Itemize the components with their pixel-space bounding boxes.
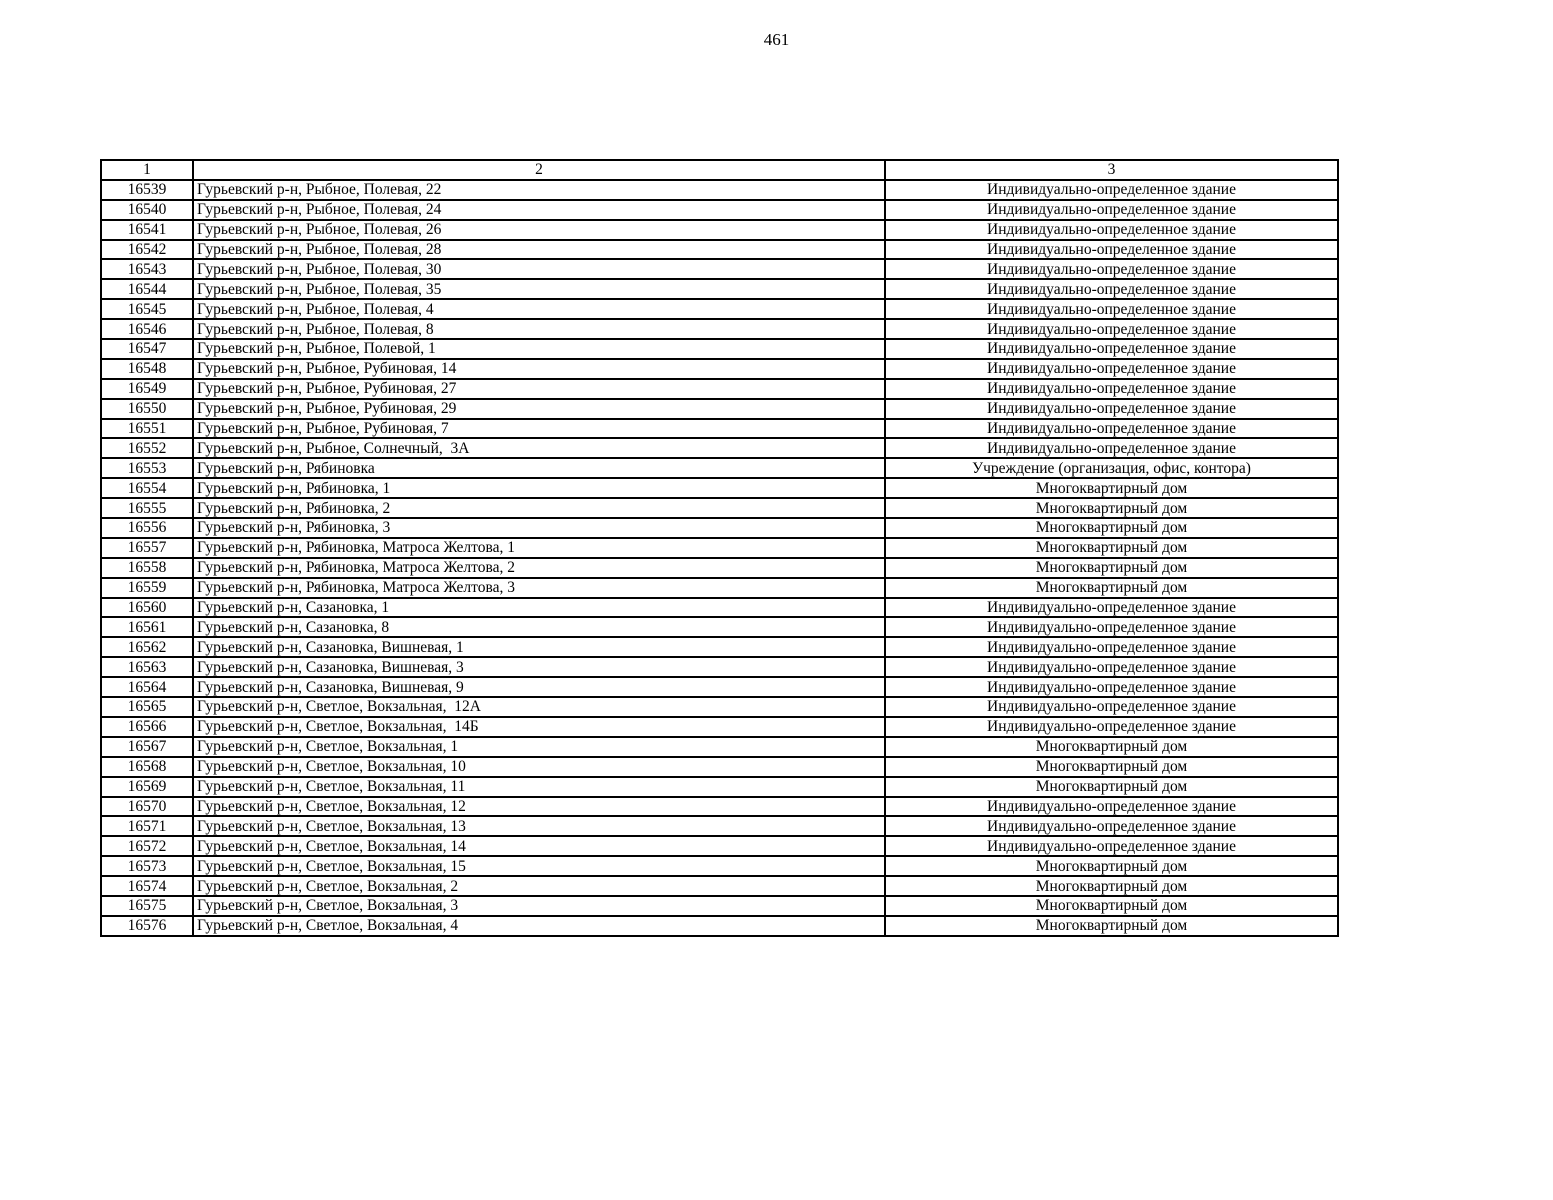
table-row: [101, 379, 1338, 399]
row-number-cell: 16551: [101, 419, 193, 439]
table-row: [101, 538, 1338, 558]
row-number-cell: 16573: [101, 856, 193, 876]
address-cell: Гурьевский р-н, Светлое, Вокзальная, 15: [193, 856, 885, 876]
address-cell: Гурьевский р-н, Сазановка, 1: [193, 598, 885, 618]
table-row: [101, 299, 1338, 319]
table-row: [101, 498, 1338, 518]
row-number-cell: 16574: [101, 876, 193, 896]
object-type-cell: Многоквартирный дом: [885, 737, 1338, 757]
address-cell: Гурьевский р-н, Светлое, Вокзальная, 4: [193, 916, 885, 936]
table-row: [101, 816, 1338, 836]
object-type-cell: Индивидуально-определенное здание: [885, 419, 1338, 439]
address-cell: Гурьевский р-н, Сазановка, 8: [193, 617, 885, 637]
address-cell: Гурьевский р-н, Рыбное, Полевая, 22: [193, 180, 885, 200]
object-type-cell: Индивидуально-определенное здание: [885, 697, 1338, 717]
address-cell: Гурьевский р-н, Светлое, Вокзальная, 13: [193, 816, 885, 836]
object-type-cell: Индивидуально-определенное здание: [885, 836, 1338, 856]
object-type-cell: Индивидуально-определенное здание: [885, 220, 1338, 240]
object-type-cell: Индивидуально-определенное здание: [885, 816, 1338, 836]
object-type-cell: Многоквартирный дом: [885, 777, 1338, 797]
address-cell: Гурьевский р-н, Рябиновка, 3: [193, 518, 885, 538]
table-row: [101, 598, 1338, 618]
address-cell: Гурьевский р-н, Рябиновка: [193, 458, 885, 478]
object-type-cell: Индивидуально-определенное здание: [885, 359, 1338, 379]
table-row: [101, 458, 1338, 478]
address-cell: Гурьевский р-н, Светлое, Вокзальная, 1: [193, 737, 885, 757]
address-cell: Гурьевский р-н, Рябиновка, Матроса Желтова, 3: [193, 578, 885, 598]
address-cell: Гурьевский р-н, Светлое, Вокзальная, 12А: [193, 697, 885, 717]
row-number-cell: 16550: [101, 399, 193, 419]
row-number-cell: 16552: [101, 438, 193, 458]
address-cell: Гурьевский р-н, Сазановка, Вишневая, 9: [193, 677, 885, 697]
object-type-cell: Индивидуально-определенное здание: [885, 617, 1338, 637]
table-row: [101, 717, 1338, 737]
table-row: [101, 558, 1338, 578]
object-type-cell: Учреждение (организация, офис, контора): [885, 458, 1338, 478]
row-number-cell: 16556: [101, 518, 193, 538]
object-type-cell: Многоквартирный дом: [885, 498, 1338, 518]
object-type-cell: Многоквартирный дом: [885, 757, 1338, 777]
address-cell: Гурьевский р-н, Рябиновка, Матроса Желтова, 2: [193, 558, 885, 578]
address-cell: Гурьевский р-н, Рыбное, Рубиновая, 7: [193, 419, 885, 439]
address-cell: Гурьевский р-н, Сазановка, Вишневая, 3: [193, 657, 885, 677]
address-cell: Гурьевский р-н, Рыбное, Полевая, 30: [193, 259, 885, 279]
object-type-cell: Индивидуально-определенное здание: [885, 379, 1338, 399]
row-number-cell: 16540: [101, 200, 193, 220]
row-number-cell: 16576: [101, 916, 193, 936]
row-number-cell: 16545: [101, 299, 193, 319]
table-row: [101, 657, 1338, 677]
table-row: [101, 637, 1338, 657]
property-register-table: [100, 159, 1339, 937]
row-number-cell: 16557: [101, 538, 193, 558]
address-cell: Гурьевский р-н, Рыбное, Рубиновая, 14: [193, 359, 885, 379]
object-type-cell: Индивидуально-определенное здание: [885, 339, 1338, 359]
address-cell: Гурьевский р-н, Светлое, Вокзальная, 3: [193, 896, 885, 916]
object-type-cell: Индивидуально-определенное здание: [885, 657, 1338, 677]
address-cell: Гурьевский р-н, Рыбное, Полевая, 8: [193, 319, 885, 339]
address-cell: Гурьевский р-н, Рыбное, Рубиновая, 27: [193, 379, 885, 399]
row-number-cell: 16564: [101, 677, 193, 697]
object-type-cell: Индивидуально-определенное здание: [885, 279, 1338, 299]
object-type-cell: Многоквартирный дом: [885, 916, 1338, 936]
object-type-cell: Многоквартирный дом: [885, 558, 1338, 578]
address-cell: Гурьевский р-н, Рыбное, Полевая, 26: [193, 220, 885, 240]
row-number-cell: 16539: [101, 180, 193, 200]
address-cell: Гурьевский р-н, Рыбное, Полевая, 4: [193, 299, 885, 319]
table-row: [101, 259, 1338, 279]
address-cell: Гурьевский р-н, Рыбное, Солнечный, 3А: [193, 438, 885, 458]
table-row: [101, 916, 1338, 936]
row-number-cell: 16562: [101, 637, 193, 657]
object-type-cell: Многоквартирный дом: [885, 538, 1338, 558]
address-cell: Гурьевский р-н, Рябиновка, 2: [193, 498, 885, 518]
row-number-cell: 16559: [101, 578, 193, 598]
object-type-cell: Индивидуально-определенное здание: [885, 677, 1338, 697]
header-cell-3: 3: [885, 160, 1338, 180]
row-number-cell: 16570: [101, 797, 193, 817]
table-row: [101, 677, 1338, 697]
table-row: [101, 797, 1338, 817]
header-cell-1: 1: [101, 160, 193, 180]
table-row: [101, 578, 1338, 598]
object-type-cell: Индивидуально-определенное здание: [885, 240, 1338, 260]
row-number-cell: 16563: [101, 657, 193, 677]
row-number-cell: 16567: [101, 737, 193, 757]
row-number-cell: 16566: [101, 717, 193, 737]
object-type-cell: Индивидуально-определенное здание: [885, 438, 1338, 458]
address-cell: Гурьевский р-н, Рыбное, Полевой, 1: [193, 339, 885, 359]
table-row: [101, 876, 1338, 896]
row-number-cell: 16543: [101, 259, 193, 279]
object-type-cell: Индивидуально-определенное здание: [885, 259, 1338, 279]
table-row: [101, 359, 1338, 379]
object-type-cell: Индивидуально-определенное здание: [885, 180, 1338, 200]
table-row: [101, 697, 1338, 717]
address-cell: Гурьевский р-н, Рыбное, Полевая, 28: [193, 240, 885, 260]
table-row: [101, 617, 1338, 637]
address-cell: Гурьевский р-н, Рыбное, Полевая, 24: [193, 200, 885, 220]
row-number-cell: 16555: [101, 498, 193, 518]
table-row: [101, 419, 1338, 439]
address-cell: Гурьевский р-н, Светлое, Вокзальная, 11: [193, 777, 885, 797]
table-row: [101, 737, 1338, 757]
row-number-cell: 16575: [101, 896, 193, 916]
header-cell-2: 2: [193, 160, 885, 180]
object-type-cell: Индивидуально-определенное здание: [885, 200, 1338, 220]
table-row: [101, 399, 1338, 419]
table-row: [101, 757, 1338, 777]
table-row: [101, 478, 1338, 498]
table-header-row: [101, 160, 1338, 180]
row-number-cell: 16548: [101, 359, 193, 379]
object-type-cell: Многоквартирный дом: [885, 856, 1338, 876]
row-number-cell: 16571: [101, 816, 193, 836]
address-cell: Гурьевский р-н, Светлое, Вокзальная, 14Б: [193, 717, 885, 737]
row-number-cell: 16546: [101, 319, 193, 339]
object-type-cell: Индивидуально-определенное здание: [885, 637, 1338, 657]
object-type-cell: Многоквартирный дом: [885, 578, 1338, 598]
address-cell: Гурьевский р-н, Рябиновка, 1: [193, 478, 885, 498]
table-row: [101, 518, 1338, 538]
address-cell: Гурьевский р-н, Сазановка, Вишневая, 1: [193, 637, 885, 657]
table-row: [101, 200, 1338, 220]
row-number-cell: 16554: [101, 478, 193, 498]
row-number-cell: 16560: [101, 598, 193, 618]
object-type-cell: Индивидуально-определенное здание: [885, 299, 1338, 319]
row-number-cell: 16568: [101, 757, 193, 777]
address-cell: Гурьевский р-н, Рябиновка, Матроса Желтова, 1: [193, 538, 885, 558]
object-type-cell: Индивидуально-определенное здание: [885, 399, 1338, 419]
object-type-cell: Индивидуально-определенное здание: [885, 717, 1338, 737]
address-cell: Гурьевский р-н, Светлое, Вокзальная, 14: [193, 836, 885, 856]
address-cell: Гурьевский р-н, Рыбное, Рубиновая, 29: [193, 399, 885, 419]
table-row: [101, 220, 1338, 240]
object-type-cell: Многоквартирный дом: [885, 518, 1338, 538]
row-number-cell: 16544: [101, 279, 193, 299]
object-type-cell: Индивидуально-определенное здание: [885, 598, 1338, 618]
table-row: [101, 319, 1338, 339]
object-type-cell: Многоквартирный дом: [885, 478, 1338, 498]
row-number-cell: 16558: [101, 558, 193, 578]
object-type-cell: Многоквартирный дом: [885, 876, 1338, 896]
row-number-cell: 16549: [101, 379, 193, 399]
table-row: [101, 836, 1338, 856]
row-number-cell: 16542: [101, 240, 193, 260]
row-number-cell: 16553: [101, 458, 193, 478]
table-row: [101, 896, 1338, 916]
table-row: [101, 279, 1338, 299]
table-row: [101, 438, 1338, 458]
row-number-cell: 16541: [101, 220, 193, 240]
address-cell: Гурьевский р-н, Светлое, Вокзальная, 12: [193, 797, 885, 817]
row-number-cell: 16565: [101, 697, 193, 717]
address-cell: Гурьевский р-н, Светлое, Вокзальная, 10: [193, 757, 885, 777]
object-type-cell: Многоквартирный дом: [885, 896, 1338, 916]
table-row: [101, 856, 1338, 876]
table-body: [101, 160, 1338, 936]
object-type-cell: Индивидуально-определенное здание: [885, 319, 1338, 339]
row-number-cell: 16572: [101, 836, 193, 856]
row-number-cell: 16561: [101, 617, 193, 637]
table-row: [101, 339, 1338, 359]
row-number-cell: 16569: [101, 777, 193, 797]
object-type-cell: Индивидуально-определенное здание: [885, 797, 1338, 817]
table-row: [101, 240, 1338, 260]
address-cell: Гурьевский р-н, Рыбное, Полевая, 35: [193, 279, 885, 299]
address-cell: Гурьевский р-н, Светлое, Вокзальная, 2: [193, 876, 885, 896]
table-row: [101, 777, 1338, 797]
row-number-cell: 16547: [101, 339, 193, 359]
table-row: [101, 180, 1338, 200]
page-number: 461: [763, 30, 790, 49]
